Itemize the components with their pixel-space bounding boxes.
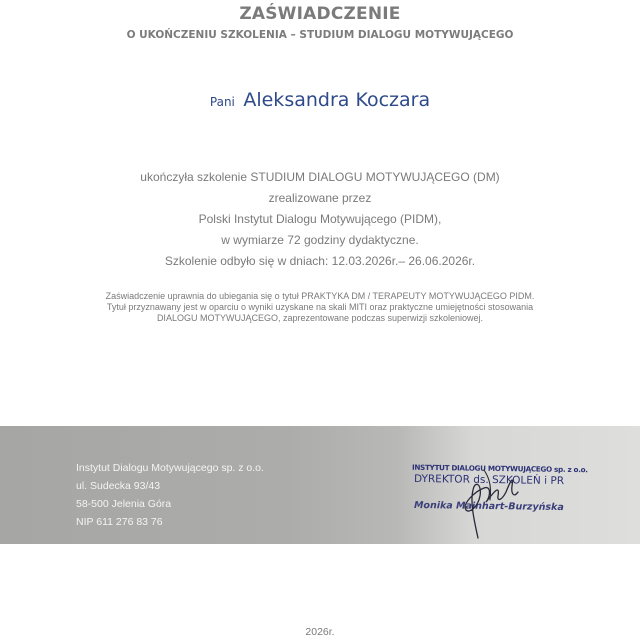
body-line: Polski Instytut Dialogu Motywującego (PIDM), [198,212,442,226]
certificate-subtitle: O UKOŃCZENIU SZKOLENIA – STUDIUM DIALOGU MOTYWUJĄCEGO [126,29,514,41]
note-line: Zaświadczenie uprawnia do ubiegania się o tytuł PRAKTYKA DM / TERAPEUTY MOTYWUJĄCEGO PIDM. [105,291,535,301]
stamp-institution: INSTYTUT DIALOGU MOTYWUJĄCEGO sp. z o.o. [411,462,588,475]
recipient-prefix: Pani [209,95,235,109]
issue-year: 2026r. [305,626,335,638]
recipient [0,89,640,111]
recipient-name: Aleksandra Koczara [243,89,431,111]
note-line: DIALOGU MOTYWUJĄCEGO, zaprezentowane podczas superwizji szkoleniowej. [156,313,484,323]
body-line: w wymiarze 72 godziny dydaktyczne. [221,233,419,247]
body-line: ukończyła szkolenie STUDIUM DIALOGU MOTYWUJĄCEGO (DM) [140,170,500,184]
body-line: zrealizowane przez [268,191,372,205]
stamp-position: DYREKTOR ds. SZKOLEŃ i PR [413,472,565,488]
stamp-signer-name: Monika Mainhart-Burzyńska [413,499,564,514]
note-line: Tytuł przyznawany jest w oparciu o wyniki uzyskane na skali MITI oraz praktyczne umiejętności stosowania [106,302,534,312]
certificate-note [80,291,560,324]
handwritten-signature [440,440,550,540]
address-line: Instytut Dialogu Motywującego sp. z o.o. [76,462,264,474]
body-line: Szkolenie odbyło się w dniach: 12.03.2026r.– 26.06.2026r. [164,254,476,268]
certificate-body [0,167,640,272]
certificate-title: ZAŚWIADCZENIE [239,4,401,24]
address-line: NIP 611 276 83 76 [76,516,163,528]
address-line: ul. Sudecka 93/43 [76,480,161,492]
institute-address [76,459,264,531]
address-line: 58-500 Jelenia Góra [76,498,172,510]
